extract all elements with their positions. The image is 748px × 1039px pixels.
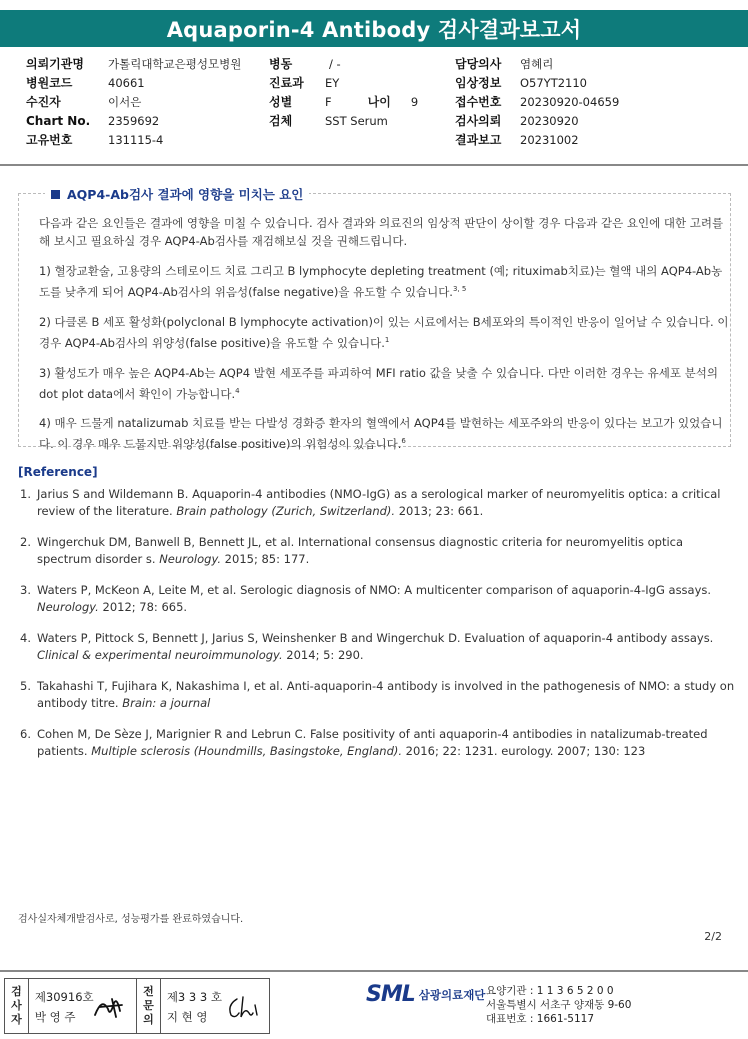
info-label: Chart No. <box>26 113 91 128</box>
info-value: 40661 <box>108 75 145 90</box>
specimen-label: 검체 <box>269 114 293 128</box>
factor-citation: 3, 5 <box>452 285 467 293</box>
reference-text <box>37 726 735 760</box>
ward-value: / - <box>329 56 341 71</box>
specialist-label <box>137 979 161 1033</box>
specialist-cell <box>161 979 269 1033</box>
reference-number: 1. <box>20 487 31 501</box>
report-title: Aquaporin-4 Antibody 검사결과보고서 <box>166 17 582 42</box>
info-value: 131115-4 <box>108 132 164 147</box>
reference-tail: 2014; 5: 290. <box>282 648 364 662</box>
specialist-name: 지 현 영 <box>166 1010 208 1024</box>
patient-info <box>0 54 748 166</box>
factor-text: 3) 활성도가 매우 높은 AQP4-Ab는 AQP4 발현 세포주를 파괴하여 MFI ratio 값을 낮출 수 있습니다. 다만 이러한 경우는 유세포 분석의 dot plot data에서 확인이 가능합니다. <box>39 365 718 401</box>
age-value: 9 <box>410 94 419 109</box>
info-value: 20231002 <box>520 132 579 147</box>
reference-number: 2. <box>20 535 31 549</box>
reference-tail: 2015; 85: 177. <box>221 552 310 566</box>
reference-authors: Waters P, Pittock S, Bennett J, Jarius S, Weinshenker B and Wingerchuk D. Evaluation of aquaporin-4 antibody assays. <box>37 631 714 645</box>
ward-label: 병동 <box>269 57 293 71</box>
reference-journal: Neurology. <box>37 600 99 614</box>
info-value: 염혜리 <box>520 56 554 71</box>
institution-address: 서울특별시 서초구 양재동 9-60 <box>486 999 632 1011</box>
reference-tail: 2013; 23: 661. <box>395 504 484 518</box>
info-label: 병원코드 <box>26 76 73 90</box>
reference-list <box>20 486 735 774</box>
info-row <box>26 130 241 149</box>
info-value: 2359692 <box>108 113 160 128</box>
reference-heading: [Reference] <box>18 465 98 479</box>
info-label: 의뢰기관명 <box>26 57 84 71</box>
info-row <box>455 130 619 149</box>
reference-text <box>37 534 735 568</box>
reference-journal: Clinical & experimental neuroimmunology. <box>37 648 283 662</box>
info-row <box>269 54 418 73</box>
signature-box <box>4 978 270 1034</box>
info-row <box>455 92 619 111</box>
reference-authors: Takahashi T, Fujihara K, Nakashima I, et al. Anti-aquaporin-4 antibody is involved in the pathogenesis of NMO: a study on antibody titre. <box>37 679 735 710</box>
reference-number: 3. <box>20 583 31 597</box>
info-row <box>269 111 418 130</box>
reference-text <box>37 486 735 520</box>
info-column-3 <box>455 54 619 149</box>
info-label: 담당의사 <box>455 57 502 71</box>
square-bullet-icon <box>51 190 60 199</box>
specialist-signature-icon <box>225 993 261 1021</box>
info-row <box>26 54 241 73</box>
info-row <box>269 73 418 92</box>
info-value: 이서은 <box>108 94 142 109</box>
reference-item <box>20 486 735 520</box>
institution-info <box>486 984 631 1026</box>
info-row <box>26 73 241 92</box>
factors-title-text: AQP4-Ab검사 결과에 영향을 미치는 요인 <box>67 187 304 202</box>
tester-label <box>5 979 29 1033</box>
reference-text <box>37 582 735 616</box>
tester-license: 제30916호 <box>34 990 94 1004</box>
info-row <box>26 92 241 111</box>
institution-code: 요양기관 : 1 1 3 6 5 2 0 0 <box>486 985 614 997</box>
factors-body <box>39 214 729 465</box>
factor-item <box>39 364 729 403</box>
page-number: 2/2 <box>704 930 722 943</box>
factors-box <box>18 187 731 452</box>
reference-item <box>20 534 735 568</box>
sex-value: F <box>325 94 332 109</box>
reference-number: 6. <box>20 727 31 741</box>
report-header <box>0 10 748 47</box>
factor-citation: 6 <box>401 437 406 446</box>
factors-intro: 다음과 같은 요인들은 결과에 영향을 미칠 수 있습니다. 검사 결과와 의료진의 임상적 판단이 상이할 경우 다음과 같은 요인에 대한 고려를 해 보시고 필요하실 경우 AQP4-Ab검사를 재검해보실 것을 권해드립니다. <box>39 216 724 248</box>
factors-heading <box>45 185 309 203</box>
logo-mark: SML <box>366 982 415 1007</box>
specialist-label-text: 전 문 의 <box>143 985 154 1026</box>
info-label: 접수번호 <box>455 95 502 109</box>
reference-item <box>20 630 735 664</box>
info-value: 20230920 <box>520 113 579 128</box>
reference-item <box>20 726 735 760</box>
info-label: 결과보고 <box>455 133 502 147</box>
factor-text: 4) 매우 드물게 natalizumab 치료를 받는 다발성 경화증 환자의 혈액에서 AQP4를 발현하는 세포주와의 반응이 있다는 보고가 있었습니다. 이 경우 매우 드물지만 위양성(false positive)의 위험성이 있습니다. <box>39 416 723 452</box>
specimen-value: SST Serum <box>325 113 388 128</box>
info-label: 임상정보 <box>455 76 502 90</box>
reference-item <box>20 678 735 712</box>
factor-item <box>39 414 729 453</box>
dept-label: 진료과 <box>269 76 304 90</box>
reference-tail: 2012; 78: 665. <box>98 600 188 614</box>
sex-label: 성별 <box>269 95 293 109</box>
factor-text: 1) 혈장교환술, 고용량의 스테로이드 치료 그리고 B lymphocyte depleting treatment (예; rituximab치료)는 혈액 내의 AQP4-Ab농도를 낮추게 되어 AQP4-Ab검사의 위음성(false negative)을 유도할 수 있습니다. <box>39 264 723 299</box>
tester-cell <box>29 979 137 1033</box>
specialist-license: 제3 3 3 호 <box>166 990 222 1004</box>
info-value: O57YT2110 <box>520 75 588 90</box>
info-column-1 <box>26 54 241 149</box>
info-column-2 <box>269 54 418 130</box>
info-row <box>26 111 241 130</box>
info-row <box>269 92 418 111</box>
reference-number: 4. <box>20 631 31 645</box>
info-row <box>455 54 619 73</box>
factor-item <box>39 313 729 352</box>
factor-citation: 4 <box>235 386 240 395</box>
info-row <box>455 73 619 92</box>
sml-logo <box>366 982 485 1007</box>
factor-item <box>39 262 729 301</box>
logo-name: 삼광의료재단 <box>418 987 486 1002</box>
reference-authors: Wingerchuk DM, Banwell B, Bennett JL, et al. International consensus diagnostic criteria for neuromyelitis optica spectrum disorder s. <box>37 535 684 566</box>
tester-signature-icon <box>92 993 128 1021</box>
reference-journal: Neurology. <box>159 552 222 566</box>
info-row <box>455 111 619 130</box>
info-value: 가톨릭대학교은평성모병원 <box>108 56 242 71</box>
reference-journal: Brain: a journal <box>122 696 211 710</box>
info-label: 검사의뢰 <box>455 114 502 128</box>
reference-item <box>20 582 735 616</box>
factor-citation: 1 <box>384 335 390 344</box>
reference-authors: Cohen M, De Sèze J, Marignier R and Lebrun C. False positivity of anti aquaporin-4 antibodies in natalizumab-treated patients. <box>37 727 708 758</box>
reference-text <box>37 630 735 664</box>
age-label: 나이 <box>367 95 391 109</box>
reference-text <box>37 678 735 712</box>
certification-note: 검사실자체개발검사로, 성능평가를 완료하였습니다. <box>18 914 244 925</box>
reference-tail: 2016; 22: 1231. eurology. 2007; 130: 123 <box>402 744 646 758</box>
info-value: 20230920-04659 <box>520 94 620 109</box>
report-footer <box>0 970 748 1039</box>
tester-name: 박 영 주 <box>34 1010 76 1024</box>
tester-label-text: 검 사 자 <box>11 985 22 1026</box>
reference-authors: Waters P, McKeon A, Leite M, et al. Serologic diagnosis of NMO: A multicenter comparison of aquaporin-4-IgG assays. <box>37 583 712 597</box>
dept-value: EY <box>325 75 340 90</box>
info-label: 고유번호 <box>26 133 73 147</box>
reference-journal: Brain pathology (Zurich, Switzerland). <box>176 504 396 518</box>
institution-phone: 대표번호 : 1661-5117 <box>486 1013 595 1025</box>
reference-number: 5. <box>20 679 31 693</box>
info-label: 수진자 <box>26 95 61 109</box>
reference-journal: Multiple sclerosis (Houndmills, Basingstoke, England). <box>91 744 403 758</box>
reference-authors: Jarius S and Wildemann B. Aquaporin-4 antibodies (NMO-IgG) as a serological marker of neuromyelitis optica: a critical review of the literature. <box>37 487 721 518</box>
factor-text: 2) 다클론 B 세포 활성화(polyclonal B lymphocyte activation)이 있는 시료에서는 B세포와의 특이적인 반응이 일어날 수 있습니다. 이 경우 AQP4-Ab검사의 위양성(false positive)을 유도할 수 있습니다. <box>39 314 729 350</box>
